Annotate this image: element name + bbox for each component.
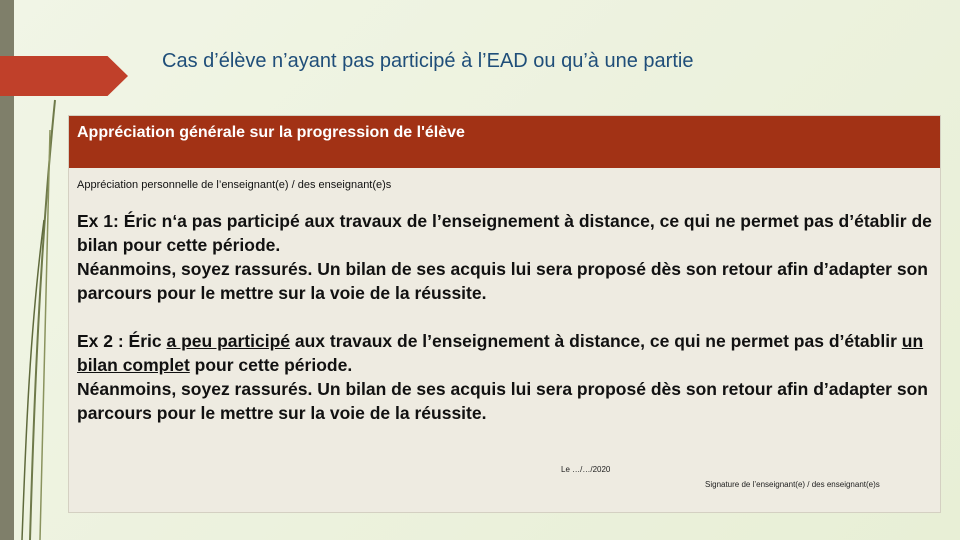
ex2-underline-participation: a peu participé xyxy=(166,331,291,351)
example-2 xyxy=(77,329,937,425)
ex2-mid: aux travaux de l’enseignement à distance, ce qui ne permet pas d’établir xyxy=(290,331,902,351)
ex2-underline-bilan: un bilan complet xyxy=(77,331,924,375)
example-1 xyxy=(77,209,937,305)
date-line: Le …/…/2020 xyxy=(561,465,611,474)
card-header: Appréciation générale sur la progression de l'élève xyxy=(69,116,940,168)
slide-title: Cas d’élève n’ayant pas participé à l’EAD ou qu’à une partie xyxy=(162,50,694,72)
example-1-line2: Néanmoins, soyez rassurés. Un bilan de ses acquis lui sera proposé dès son retour afin d’adapter son parcours pour le mettre sur la voie de la réussite. xyxy=(77,259,928,303)
example-2-line2: Néanmoins, soyez rassurés. Un bilan de ses acquis lui sera proposé dès son retour afin d’adapter son parcours pour le mettre sur la voie de la réussite. xyxy=(77,379,928,423)
ex2-suffix: pour cette période. xyxy=(189,355,353,375)
example-1-line1: Ex 1: Éric n‘a pas participé aux travaux de l’enseignement à distance, ce qui ne permet pas d’établir de bilan pour cette période. xyxy=(77,211,932,255)
signature-line: Signature de l’enseignant(e) / des enseignant(e)s xyxy=(705,480,880,489)
ex2-prefix: Ex 2 : Éric xyxy=(77,331,167,351)
example-2-line1 xyxy=(77,329,937,377)
title-arrow-accent xyxy=(0,56,128,96)
sub-label: Appréciation personnelle de l’enseignant(e) / des enseignant(e)s xyxy=(77,179,392,191)
appreciation-card xyxy=(68,115,941,513)
